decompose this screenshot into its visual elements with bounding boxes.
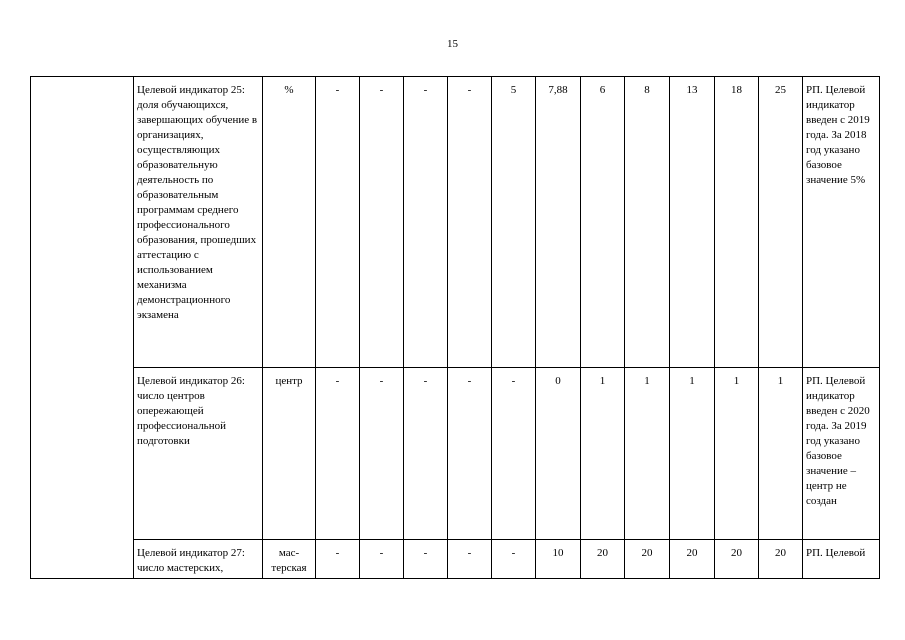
value-cell: - — [316, 368, 360, 540]
table-row — [31, 368, 880, 540]
value-cell: 1 — [759, 368, 803, 540]
value-cell: 1 — [715, 368, 759, 540]
indicator-name: Целевой индикатор 25: доля обучающихся, завершающих обучение в организациях, осуществляющих образовательную деятельность по образовательным программам среднего профессионального образования, прошедших аттестацию с использованием механизма демонстрационного экзамена — [134, 77, 263, 368]
value-cell: - — [404, 368, 448, 540]
value-cell: 13 — [670, 77, 715, 368]
value-cell: - — [360, 77, 404, 368]
value-cell: - — [448, 368, 492, 540]
value-cell: 8 — [625, 77, 670, 368]
page-number: 15 — [447, 38, 458, 50]
value-cell: - — [448, 77, 492, 368]
value-cell: 20 — [759, 540, 803, 579]
value-cell: 20 — [625, 540, 670, 579]
value-cell: 20 — [670, 540, 715, 579]
value-cell: - — [360, 368, 404, 540]
unit-cell: мас-терская — [263, 540, 316, 579]
value-cell: - — [316, 77, 360, 368]
indicator-name: Целевой индикатор 27: число мастерских, — [134, 540, 263, 579]
unit-cell: % — [263, 77, 316, 368]
value-cell: 20 — [715, 540, 759, 579]
value-cell: - — [492, 540, 536, 579]
table-row — [31, 540, 880, 579]
value-cell: 5 — [492, 77, 536, 368]
value-cell: - — [316, 540, 360, 579]
indicator-table — [30, 76, 880, 579]
unit-cell: центр — [263, 368, 316, 540]
merged-empty-cell — [31, 77, 134, 579]
value-cell: 1 — [625, 368, 670, 540]
value-cell: - — [404, 540, 448, 579]
note-cell: РП. Целевой индикатор введен с 2020 года. За 2019 год указано базовое значение – центр не создан — [803, 368, 880, 540]
value-cell: 0 — [536, 368, 581, 540]
indicator-name: Целевой индикатор 26: число центров опережающей профессиональной подготовки — [134, 368, 263, 540]
table-row — [31, 77, 880, 368]
value-cell: 10 — [536, 540, 581, 579]
value-cell: 1 — [670, 368, 715, 540]
value-cell: 1 — [581, 368, 625, 540]
value-cell: - — [404, 77, 448, 368]
note-cell: РП. Целевой — [803, 540, 880, 579]
value-cell: 18 — [715, 77, 759, 368]
value-cell: - — [448, 540, 492, 579]
value-cell: 20 — [581, 540, 625, 579]
value-cell: 25 — [759, 77, 803, 368]
note-cell: РП. Целевой индикатор введен с 2019 года. За 2018 год указано базовое значение 5% — [803, 77, 880, 368]
value-cell: - — [492, 368, 536, 540]
value-cell: 6 — [581, 77, 625, 368]
value-cell: 7,88 — [536, 77, 581, 368]
value-cell: - — [360, 540, 404, 579]
